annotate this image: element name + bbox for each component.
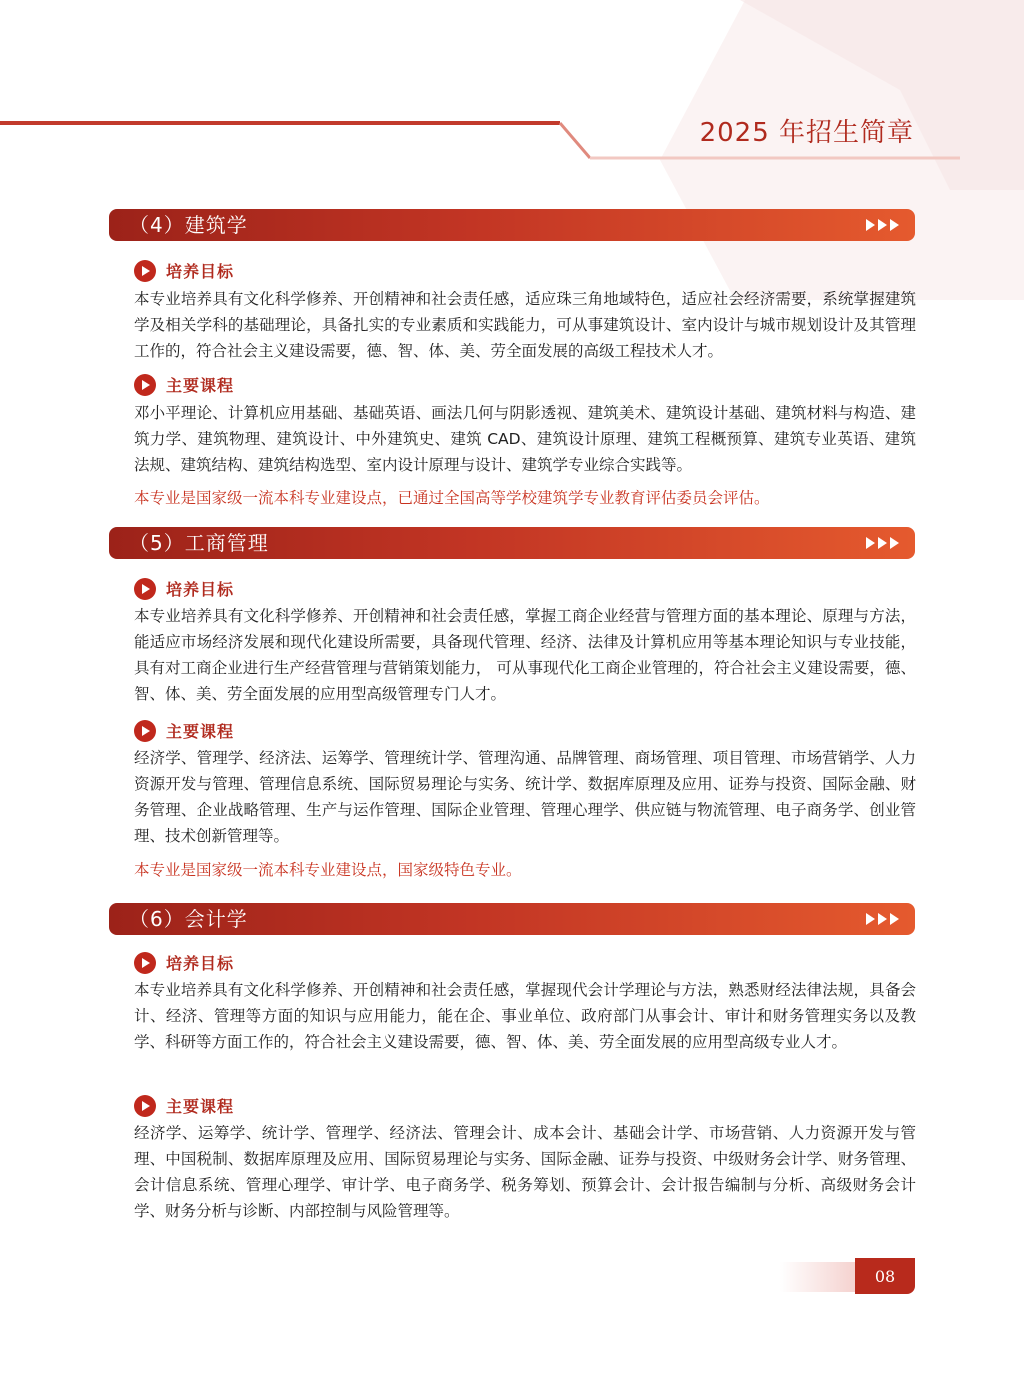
play-circle-icon (134, 952, 156, 974)
subheading-goal (134, 259, 234, 282)
subheading-label: 主要课程 (166, 1097, 235, 1116)
document-title: 2025 年招生简章 (699, 118, 914, 148)
subheading-label: 培养目标 (166, 954, 235, 973)
play-circle-icon (134, 374, 156, 396)
section-title: （5）工商管理 (129, 531, 269, 555)
page-number: 08 (855, 1258, 915, 1294)
subheading-label: 主要课程 (166, 376, 235, 395)
subheading-courses (134, 373, 234, 396)
header-decoration (0, 0, 1024, 300)
highlight-note: 本专业是国家级一流本科专业建设点，已通过全国高等学校建筑学专业教育评估委员会评估。 (134, 489, 770, 507)
subheading-goal (134, 577, 234, 600)
subheading-goal (134, 951, 234, 974)
play-circle-icon (134, 720, 156, 742)
section-header-accounting (109, 903, 915, 935)
courses-paragraph: 邓小平理论、计算机应用基础、基础英语、画法几何与阴影透视、建筑美术、建筑设计基础、建筑材料与构造、建筑力学、建筑物理、建筑设计、中外建筑史、建筑 CAD、建筑设计原理、建筑工程概预算、建筑专业英语、建筑法规、建筑结构、建筑结构选型、室内设计原理与设计、建筑学专业综合实践等。 (134, 404, 916, 474)
courses-paragraph: 经济学、运筹学、统计学、管理学、经济法、管理会计、成本会计、基础会计学、市场营销、人力资源开发与管理、中国税制、数据库原理及应用、国际贸易理论与实务、国际金融、证券与投资、中级财务会计学、财务管理、会计信息系统、管理心理学、审计学、电子商务学、税务筹划、预算会计、会计报告编制与分析、高级财务会计学、财务分析与诊断、内部控制与风险管理等。 (134, 1124, 916, 1220)
highlight-note: 本专业是国家级一流本科专业建设点，国家级特色专业。 (134, 861, 522, 879)
subheading-label: 培养目标 (166, 580, 235, 599)
section-title: （4）建筑学 (129, 213, 248, 237)
subheading-courses (134, 1094, 234, 1117)
subheading-label: 主要课程 (166, 722, 235, 741)
section-title: （6）会计学 (129, 907, 248, 931)
triple-arrow-icon (866, 913, 915, 925)
play-circle-icon (134, 578, 156, 600)
page-number-fade (780, 1262, 860, 1292)
goal-paragraph: 本专业培养具有文化科学修养、开创精神和社会责任感，适应珠三角地域特色，适应社会经济需要，系统掌握建筑学及相关学科的基础理论，具备扎实的专业素质和实践能力，可从事建筑设计、室内设计与城市规划设计及其管理工作的，符合社会主义建设需要，德、智、体、美、劳全面发展的高级工程技术人才。 (134, 290, 916, 360)
courses-paragraph: 经济学、管理学、经济法、运筹学、管理统计学、管理沟通、品牌管理、商场管理、项目管理、市场营销学、人力资源开发与管理、管理信息系统、国际贸易理论与实务、统计学、数据库原理及应用、证券与投资、国际金融、财务管理、企业战略管理、生产与运作管理、国际企业管理、管理心理学、供应链与物流管理、电子商务学、创业管理、技术创新管理等。 (134, 749, 916, 845)
play-circle-icon (134, 260, 156, 282)
section-header-architecture (109, 209, 915, 241)
triple-arrow-icon (866, 537, 915, 549)
goal-paragraph: 本专业培养具有文化科学修养、开创精神和社会责任感，掌握现代会计学理论与方法，熟悉财经法律法规，具备会计、经济、管理等方面的知识与应用能力，能在企、事业单位、政府部门从事会计、审计和财务管理实务以及教学、科研等方面工作的，符合社会主义建设需要，德、智、体、美、劳全面发展的应用型高级专业人才。 (134, 981, 916, 1051)
goal-paragraph: 本专业培养具有文化科学修养、开创精神和社会责任感，掌握工商企业经营与管理方面的基本理论、原理与方法，能适应市场经济发展和现代化建设所需要，具备现代管理、经济、法律及计算机应用等基本理论知识与专业技能，具有对工商企业进行生产经营管理与营销策划能力， 可从事现代化工商企业管理的，符合社会主义建设需要，德、智、体、美、劳全面发展的应用型高级管理专门人才。 (134, 607, 916, 703)
play-circle-icon (134, 1095, 156, 1117)
triple-arrow-icon (866, 219, 915, 231)
subheading-courses (134, 719, 234, 742)
subheading-label: 培养目标 (166, 262, 235, 281)
section-header-business-admin (109, 527, 915, 559)
